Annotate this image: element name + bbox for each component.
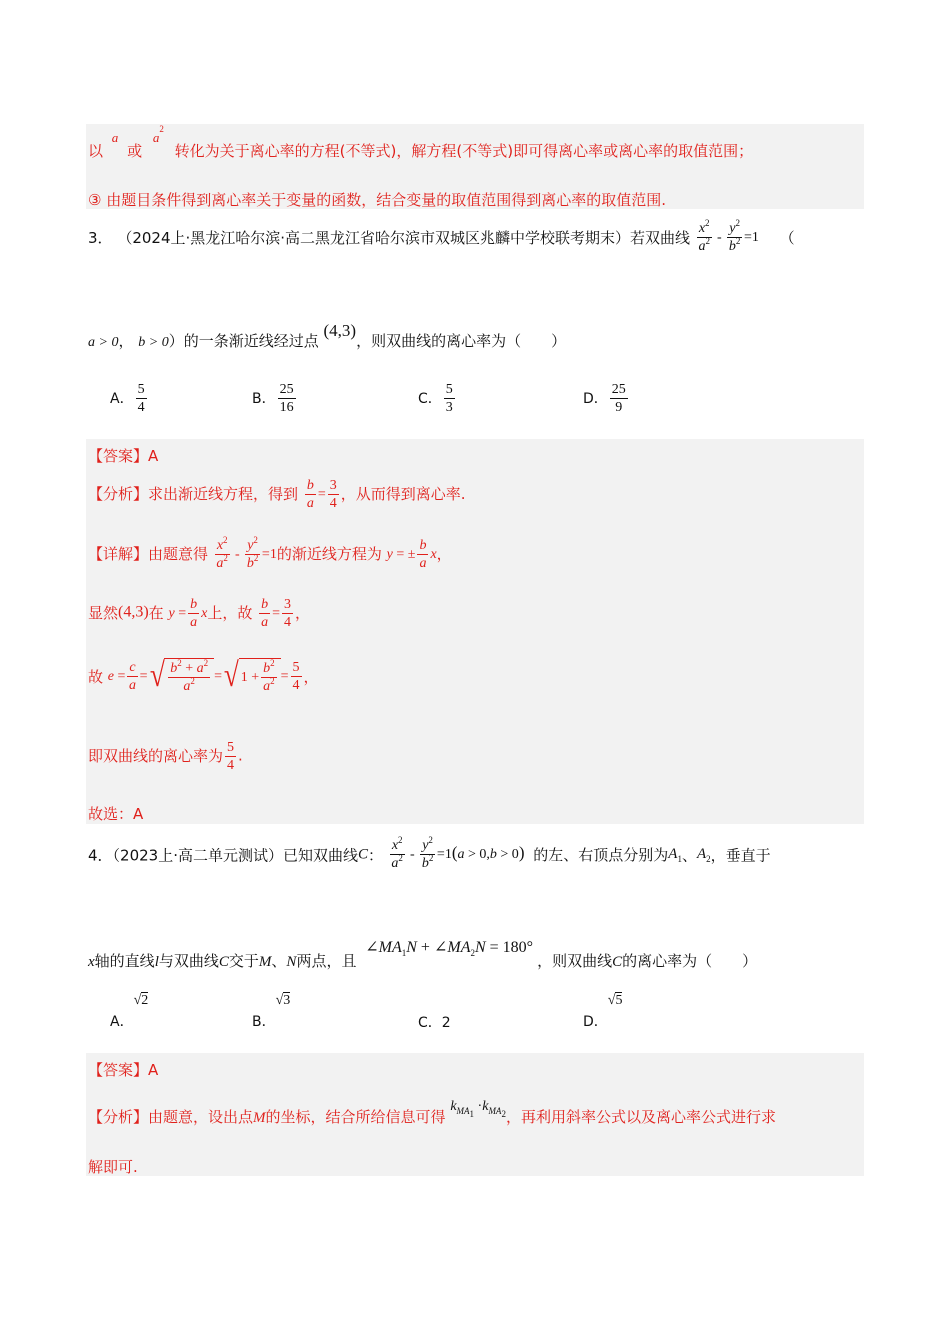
q3-hyperbola-equation: $\frac{x^2}{a^2}$ - $\frac{y^2}{b^2}$ =1 xyxy=(698,218,759,255)
q3-option-b[interactable]: B． $\frac{25}{16}$ xyxy=(252,382,294,416)
q3-option-c[interactable]: C． $\frac{5}{3}$ xyxy=(418,382,453,416)
q3-answer: 【答案】A xyxy=(88,447,159,465)
q3-analysis: 【分析】求出渐近线方程，得到 $\frac{b}{a}$ = $\frac{3}{4}$ ，从而得到离心率. xyxy=(88,478,466,512)
q4-analysis-line-1: 【分析】由题意，设出点M的坐标，结合所给信息可得 $k_{MA_1} \cdot k_{MA_2}$，再利用斜率公式以及离心率公式进行求 xyxy=(88,1099,776,1126)
q4-slope-product: $k_{MA_1} \cdot k_{MA_2}$ xyxy=(450,1099,506,1119)
q4-option-c[interactable]: C．2 xyxy=(418,1015,451,1031)
q3-conclusion: 即双曲线的离心率为 $\frac{5}{4}$ . xyxy=(88,740,243,774)
q4-option-b[interactable]: B．√3 xyxy=(252,993,291,1030)
q3-stem-line-2: a > 0， b > 0）的一条渐近线经过点 (4,3)，则双曲线的离心率为（ ） xyxy=(88,321,567,350)
q4-answer: 【答案】A xyxy=(88,1061,159,1079)
q4-hyperbola-equation: $\frac{x^2}{a^2}$ - $\frac{y^2}{b^2}$ =1(a > 0,b > 0) xyxy=(391,835,525,872)
q3-stem-line-1: 3． （2024上·黑龙江哈尔滨·高二黑龙江省哈尔滨市双城区兆麟中学校联考期末）若双曲线 $\frac{x^2}{a^2}$ - $\frac{y^2}{b^2}$ =1 （ xyxy=(88,218,795,255)
q4-angle-condition: $\angle MA_1N$ + $\angle MA_2N = 180^\circ$ xyxy=(365,939,534,959)
summary-line-1: 以 a 或 $a^2$ 转化为关于离心率的方程(不等式)，解方程(不等式)即可得离心率或离心率的取值范围； xyxy=(88,124,754,160)
summary-line-2: ③ 由题目条件得到离心率关于变量的函数，结合变量的取值范围得到离心率的取值范围. xyxy=(88,191,666,209)
q3-option-d[interactable]: D． $\frac{25}{9}$ xyxy=(583,382,626,416)
q3-obvious-line: 显然(4,3)在 y = $\frac{b}{a}$ x上，故 $\frac{b}{a}$ = $\frac{3}{4}$ ， xyxy=(88,597,311,631)
q3-choose: 故选：A xyxy=(88,805,144,823)
q4-option-a[interactable]: A．√2 xyxy=(110,993,149,1030)
q3-detail: 【详解】由题意得 $\frac{x^2}{a^2}$ - $\frac{y^2}{b^2}$ =1的渐近线方程为 y = ± $\frac{b}{a}$ x， xyxy=(88,535,452,572)
q4-analysis-line-2: 解即可. xyxy=(88,1158,138,1176)
q3-eccentricity-formula: 故 e = $\frac{c}{a}$ = √ $\frac{b^2 + a^2}{a^2}$ = √ 1 + $\frac{b^2}{a^2}$ = $\frac{5}{4}$ ， xyxy=(88,657,319,695)
q4-option-d[interactable]: D．√5 xyxy=(583,993,623,1030)
q3-option-a[interactable]: A． $\frac{5}{4}$ xyxy=(110,382,145,416)
q4-stem-line-2: x轴的直线l与双曲线C交于M、N两点，且 $\angle MA_1N$ + $\angle MA_2N = 180^\circ$，则双曲线C的离心率为（ ） xyxy=(88,939,758,970)
q4-stem-line-1: 4．（2023上·高二单元测试）已知双曲线C： $\frac{x^2}{a^2}$ - $\frac{y^2}{b^2}$ =1(a > 0,b > 0) 的左、右顶点分别为$A_1$、$A_2$，垂直于 xyxy=(88,835,771,872)
